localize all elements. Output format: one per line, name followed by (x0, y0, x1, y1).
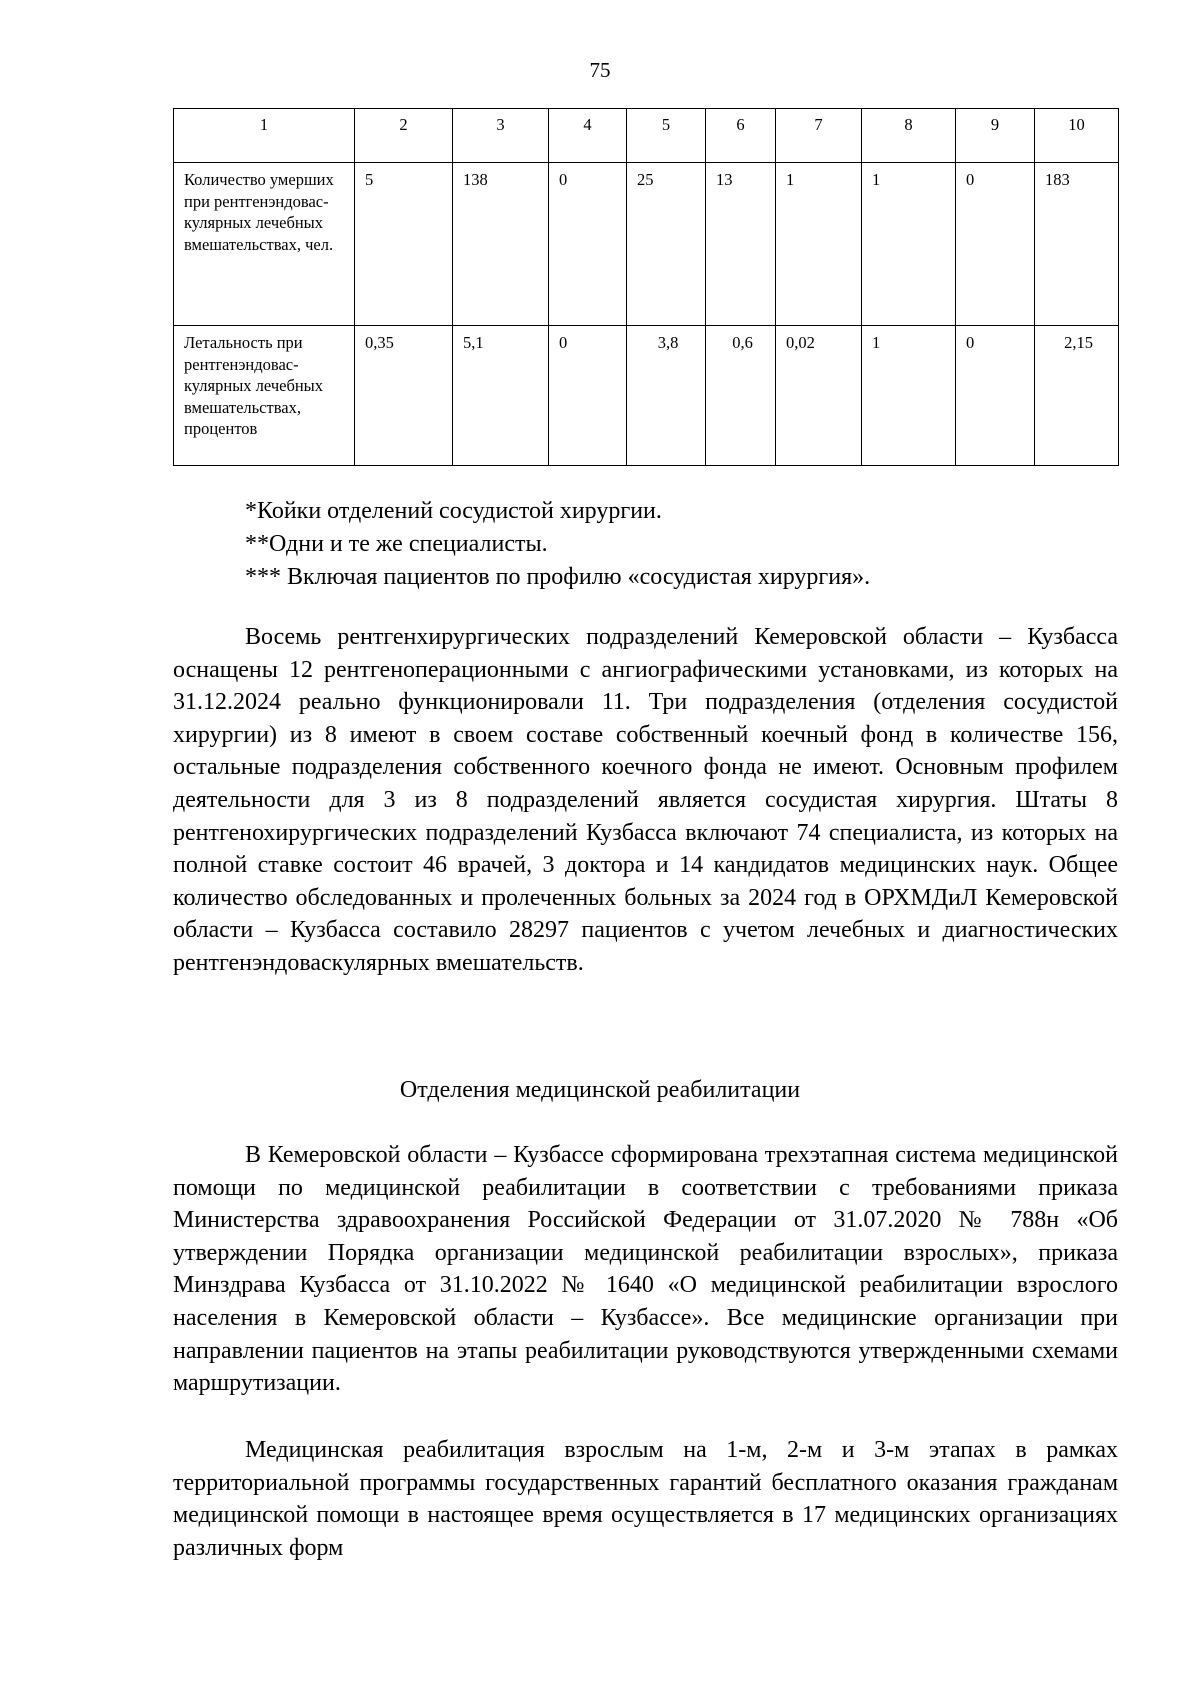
table-header-cell: 1 (174, 109, 355, 163)
table-cell: 2,15 (1035, 326, 1119, 466)
table-cell: 1 (862, 326, 956, 466)
table-cell: 0,35 (355, 326, 453, 466)
table-cell: 5 (355, 163, 453, 326)
table-row-label: Количество умерших при рентгенэндовас-кулярных лечебных вмешательствах, чел. (174, 163, 355, 326)
table-cell: 25 (627, 163, 706, 326)
table-header-cell: 9 (956, 109, 1035, 163)
section-title: Отделения медицинской реабилитации (399, 1077, 801, 1103)
table-header-cell: 5 (627, 109, 706, 163)
table-cell: 0 (956, 163, 1035, 326)
paragraph-rehabilitation-system: В Кемеровской области – Кузбассе сформирована трехэтапная система медицинской помощи по медицинской реабилитации в соответствии с требованиями приказа Министерства здравоохранения Российской Федерации от 31.07.2020 № 788н «Об утверждении Порядка организации медицинской реабилитации взрослых», приказа Минздрава Кузбасса от 31.10.2022 № 1640 «О медицинской реабилитации взрослого населения в Кемеровской области – Кузбассе». Все медицинские организации при направлении пациентов на этапы реабилитации руководствуются утвержденными схемами маршрутизации. (173, 1142, 1118, 1397)
footnote: *** Включая пациентов по профилю «сосудистая хирургия». (245, 564, 871, 590)
table-header-cell: 8 (862, 109, 956, 163)
table-header-cell: 6 (706, 109, 776, 163)
data-table (173, 108, 1119, 466)
table-cell: 13 (706, 163, 776, 326)
table-row (174, 326, 1119, 466)
table-cell: 0 (956, 326, 1035, 466)
table-cell: 5,1 (453, 326, 549, 466)
table-cell: 183 (1035, 163, 1119, 326)
table-cell: 0,6 (706, 326, 776, 466)
paragraph-rehabilitation-stages: Медицинская реабилитация взрослым на 1-м, 2-м и 3-м этапах в рамках территориальной программы государственных гарантий бесплатного оказания гражданам медицинской помощи в настоящее время осуществляется в 17 медицинских организациях различных форм (173, 1437, 1118, 1561)
table-row (174, 163, 1119, 326)
table-cell: 138 (453, 163, 549, 326)
table-cell: 1 (862, 163, 956, 326)
table-cell: 3,8 (627, 326, 706, 466)
table-cell: 0 (549, 326, 627, 466)
table-header-cell: 3 (453, 109, 549, 163)
table-header-row (174, 109, 1119, 163)
table-header-cell: 7 (776, 109, 862, 163)
table-row-label: Летальность при рентгенэндовас-кулярных лечебных вмешательствах, процентов (174, 326, 355, 466)
footnote: **Одни и те же специалисты. (245, 531, 548, 557)
table-header-cell: 2 (355, 109, 453, 163)
paragraph-xray-surgery: Восемь рентгенхирургических подразделений Кемеровской области – Кузбасса оснащены 12 рентгеноперационными с ангиографическими установками, из которых на 31.12.2024 реально функционировали 11. Три подразделения (отделения сосудистой хирургии) из 8 имеют в своем составе собственный коечный фонд в количестве 156, остальные подразделения собственного коечного фонда не имеют. Основным профилем деятельности для 3 из 8 подразделений является сосудистая хирургия. Штаты 8 рентгенохирургических подразделений Кузбасса включают 74 специалиста, из которых на полной ставке состоит 46 врачей, 3 доктора и 14 кандидатов медицинских наук. Общее количество обследованных и пролеченных больных за 2024 год в ОРХМДиЛ Кемеровской области – Кузбасса составило 28297 пациентов с учетом лечебных и диагностических рентгенэндоваскулярных вмешательств. (173, 624, 1118, 976)
footnote: *Койки отделений сосудистой хирургии. (245, 498, 662, 524)
table-header-cell: 10 (1035, 109, 1119, 163)
table-cell: 0,02 (776, 326, 862, 466)
table-cell: 1 (776, 163, 862, 326)
table-cell: 0 (549, 163, 627, 326)
page-number: 75 (589, 58, 611, 82)
table-header-cell: 4 (549, 109, 627, 163)
table-footnotes (245, 495, 870, 594)
